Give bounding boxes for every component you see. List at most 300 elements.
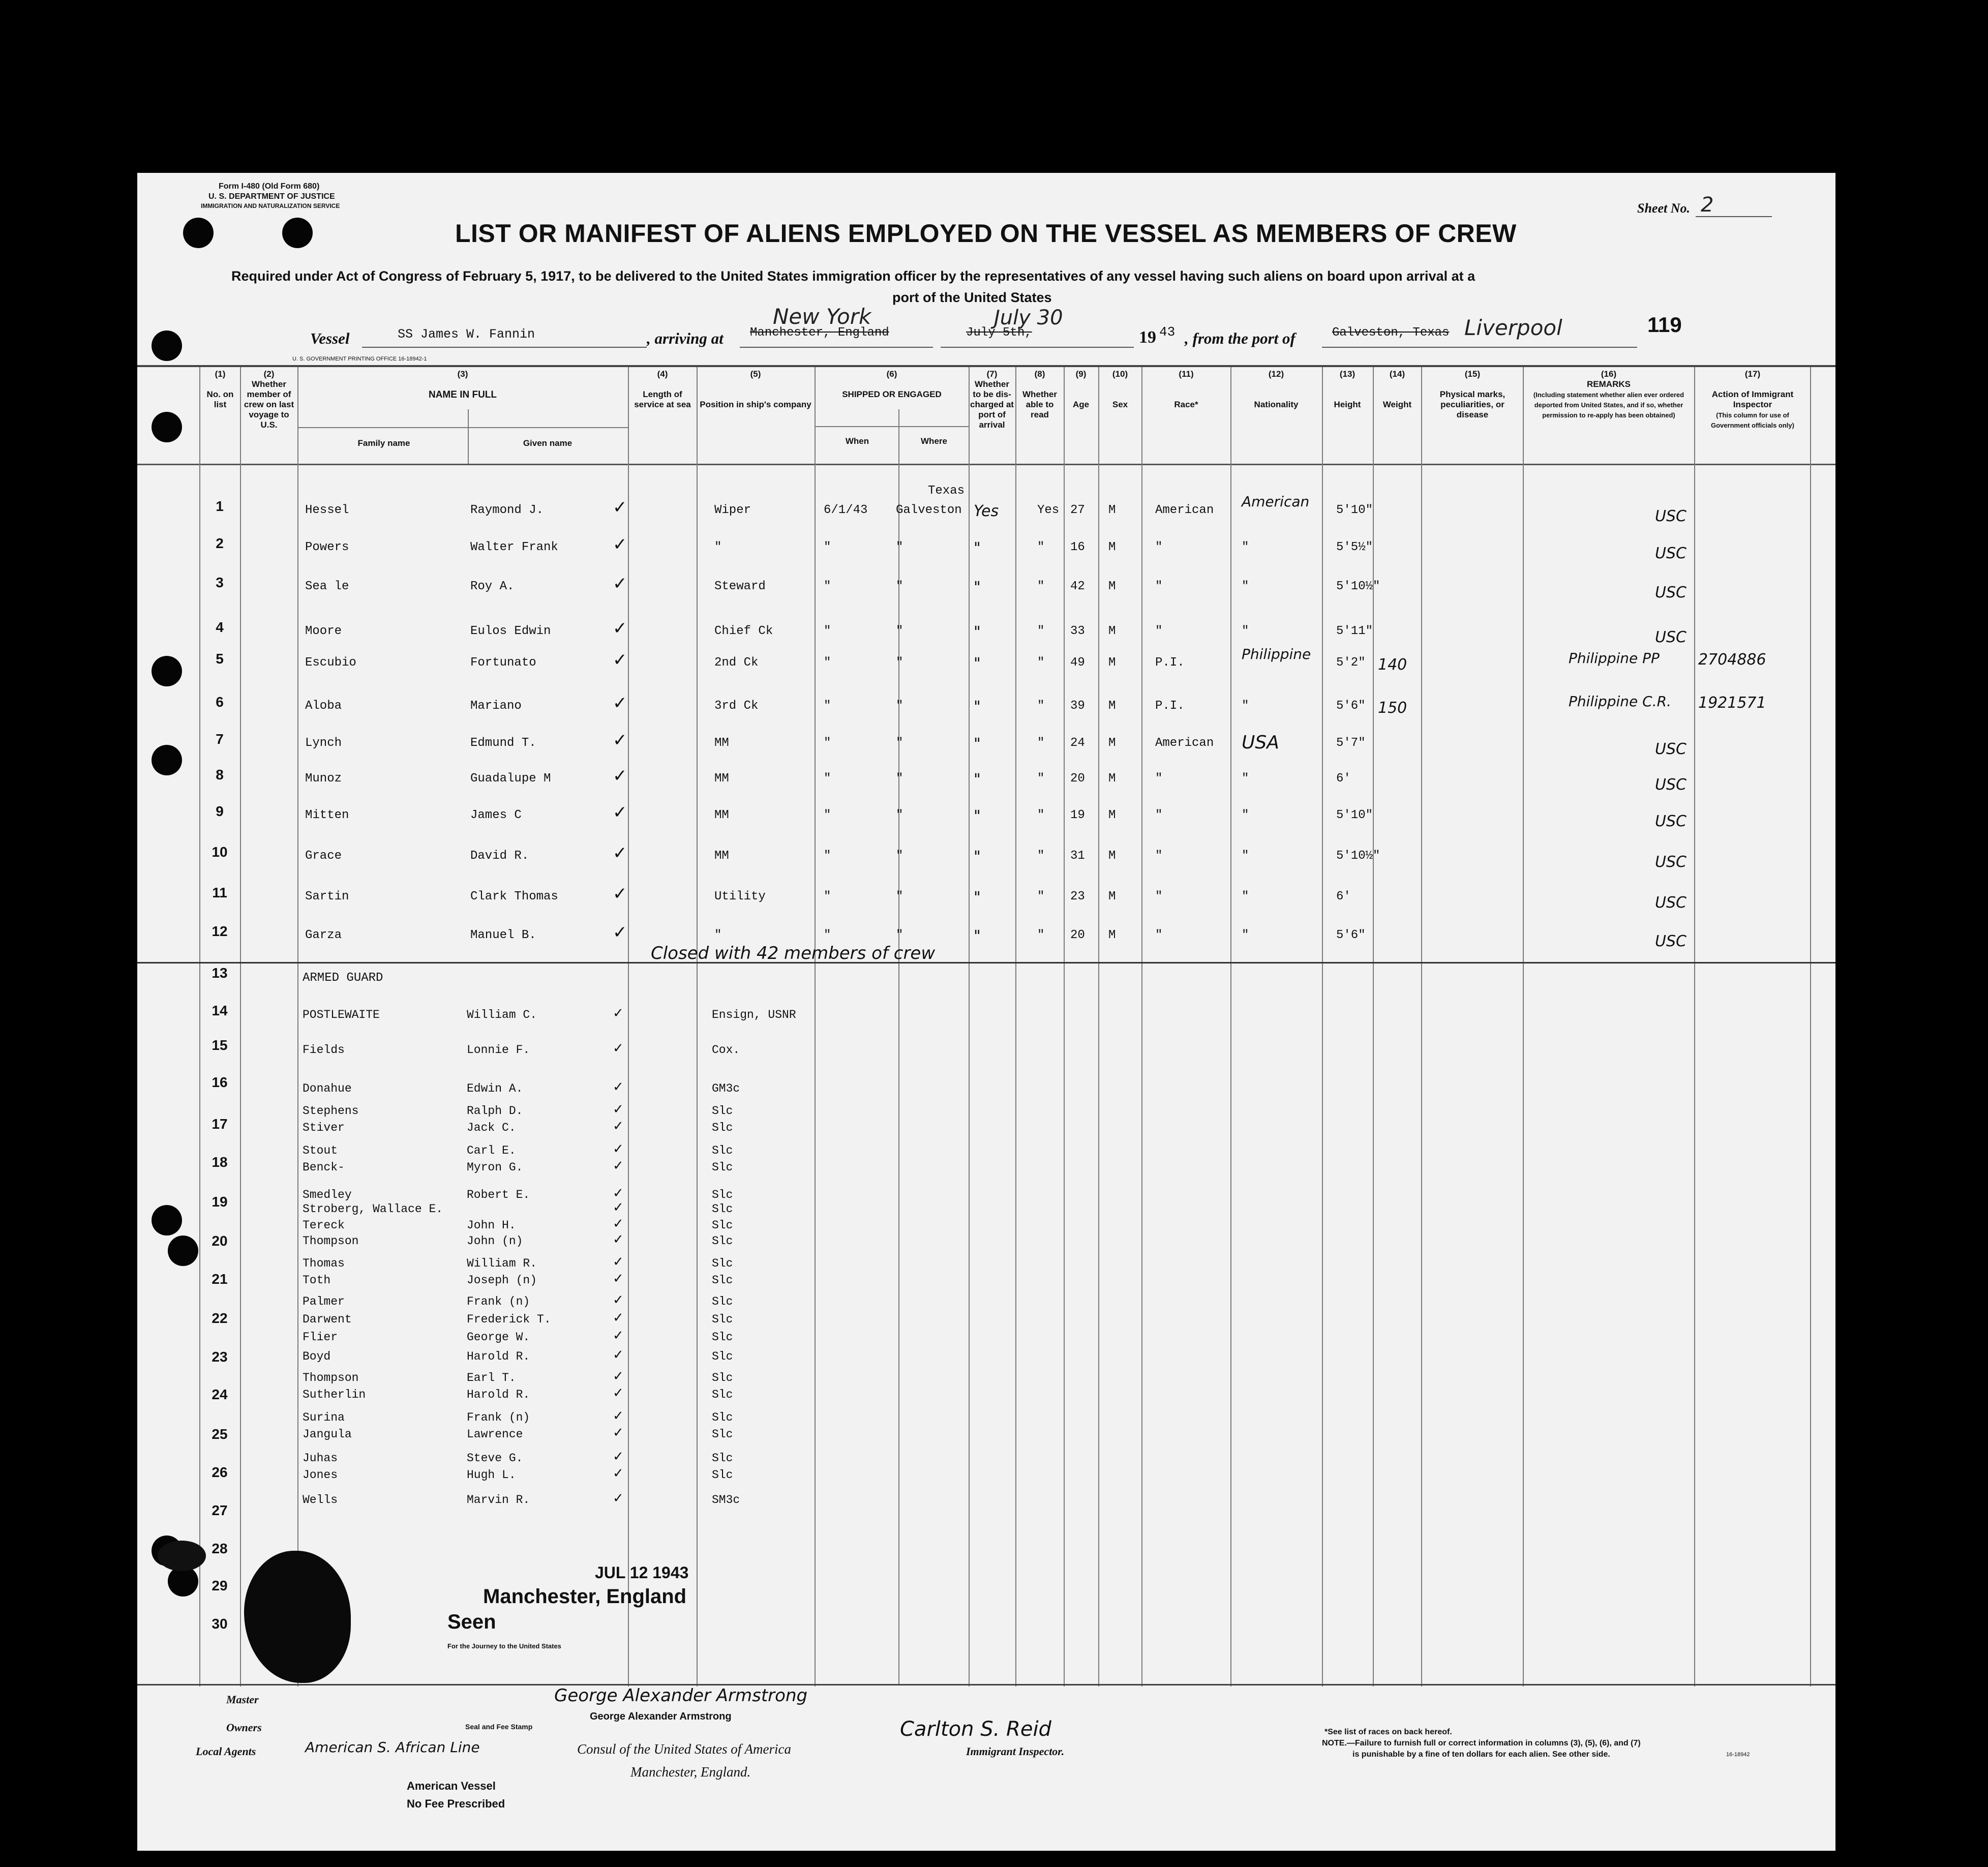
penalty-note-1: NOTE.—Failure to furnish full or correct information in columns (3), (5), (6), and (7) [1322, 1739, 1641, 1748]
consul-signature: George Alexander Armstrong [554, 1685, 808, 1706]
crew-able-to-read: " [1037, 540, 1045, 554]
armed-guard-position: Cox. [712, 1043, 740, 1057]
armed-guard-given: William C. [467, 1008, 537, 1021]
subtitle-line-1: Required under Act of Congress of February 5, 1917, to be delivered to the United States immigration officer by the representatives of any vessel having such aliens on board upon arrival at a [231, 268, 1475, 284]
armed-guard-family: Smedley [303, 1188, 352, 1201]
crew-row-number: 11 [212, 885, 227, 900]
crew-shipped-when: " [824, 736, 831, 750]
crew-service-check: ✓ [613, 766, 627, 786]
row-number: 27 [212, 1502, 228, 1518]
armed-guard-position: Slc [712, 1144, 733, 1157]
page-number: 119 [1647, 313, 1682, 337]
column-divider [297, 367, 298, 1687]
crew-row-number: 3 [216, 575, 224, 590]
armed-guard-check-icon: ✓ [613, 1491, 624, 1506]
crew-row-number: 12 [212, 923, 228, 939]
crew-family-name: Grace [305, 849, 342, 863]
punch-hole [168, 1236, 198, 1266]
crew-shipped-where: " [896, 772, 903, 786]
penalty-note-2: is punishable by a fine of ten dollars for each alien. See other side. [1352, 1750, 1610, 1759]
crew-inspector-action: USC [1655, 545, 1686, 562]
col-6-header: (6) SHIPPED OR ENGAGED [842, 369, 942, 400]
crew-given-name: Edmund T. [470, 736, 536, 750]
crew-discharged: " [974, 889, 981, 907]
armed-guard-given: Robert E. [467, 1188, 530, 1201]
armed-guard-check-icon: ✓ [613, 1006, 624, 1021]
crew-discharged: " [974, 698, 981, 716]
crew-height: 5'10" [1336, 503, 1373, 517]
crew-discharged: Yes [974, 502, 999, 520]
crew-given-name: James C [470, 808, 522, 822]
crew-given-name: Manuel B. [470, 928, 536, 942]
armed-guard-family: Fields [303, 1043, 345, 1057]
armed-guard-check-icon: ✓ [613, 1369, 624, 1384]
armed-guard-family: Thomas [303, 1257, 345, 1270]
column-divider [1694, 367, 1695, 1687]
armed-guard-position: Slc [712, 1411, 733, 1424]
no-fee-note: No Fee Prescribed [407, 1797, 505, 1810]
col-11-header: (11) Race* [1174, 369, 1198, 410]
arrival-date-handwritten: July 30 [994, 306, 1063, 329]
crew-able-to-read: " [1037, 580, 1045, 593]
crew-inspector-action: USC [1655, 853, 1686, 871]
crew-weight: 140 [1378, 656, 1407, 674]
armed-guard-check-icon: ✓ [613, 1408, 624, 1424]
crew-given-name: Guadalupe M [470, 772, 551, 786]
armed-guard-family: POSTLEWAITE [303, 1008, 380, 1021]
row-number: 23 [212, 1349, 228, 1365]
row-number: 21 [212, 1271, 228, 1287]
armed-guard-family: Sutherlin [303, 1388, 366, 1401]
armed-guard-position: SM3c [712, 1493, 740, 1507]
armed-guard-family: Stephens [303, 1104, 359, 1118]
crew-shipped-when: " [824, 540, 831, 554]
crew-inspector-action: USC [1655, 740, 1686, 758]
crew-able-to-read: " [1037, 736, 1045, 750]
armed-guard-check-icon: ✓ [613, 1292, 624, 1308]
crew-sex: M [1108, 580, 1116, 593]
armed-guard-family: Stroberg, Wallace E. [303, 1202, 443, 1216]
crew-able-to-read: " [1037, 849, 1045, 863]
armed-guard-check-icon: ✓ [613, 1158, 624, 1173]
crew-family-name: Garza [305, 928, 342, 942]
armed-guard-check-icon: ✓ [613, 1271, 624, 1286]
col-7-header: (7) Whether to be dis-charged at port of arrival [970, 369, 1014, 430]
local-agents-value: American S. African Line [305, 1739, 480, 1756]
crew-age: 49 [1070, 656, 1085, 670]
crew-nationality: Philippine [1242, 646, 1311, 663]
armed-guard-check-icon: ✓ [613, 1041, 624, 1056]
row-number: 17 [212, 1116, 228, 1132]
column-divider [1322, 367, 1323, 1687]
inspector-signature: Carlton S. Reid [900, 1718, 1051, 1741]
footer-border [137, 1684, 1835, 1685]
crew-service-check: ✓ [613, 802, 627, 823]
crew-discharged: " [974, 771, 981, 789]
armed-guard-given: Joseph (n) [467, 1274, 537, 1287]
crew-race: American [1155, 503, 1214, 517]
armed-guard-check-icon: ✓ [613, 1328, 624, 1343]
port-struck: Galveston, Texas [1332, 326, 1450, 340]
crew-discharged: " [974, 579, 981, 596]
armed-guard-family: Thompson [303, 1371, 359, 1384]
given-name-subheader: Given name [523, 438, 573, 448]
crew-shipped-when: " [824, 772, 831, 786]
crew-sex: M [1108, 808, 1116, 822]
column-divider [1064, 367, 1065, 1687]
crew-position: MM [714, 772, 729, 786]
armed-guard-check-icon: ✓ [613, 1119, 624, 1134]
crew-height: 5'6" [1336, 928, 1366, 942]
crew-shipped-where: " [896, 699, 903, 713]
crew-service-check: ✓ [613, 843, 627, 863]
crew-position: Utility [714, 890, 766, 904]
crew-race: " [1155, 772, 1163, 786]
crew-position: Wiper [714, 503, 751, 517]
crew-remarks: Philippine C.R. [1569, 693, 1671, 710]
col-1-header: (1) No. on list [206, 369, 234, 410]
col-16-header: (16) REMARKS (Including statement whether alien ever ordered deported from United States, and if so, whether permission to re-apply has been obtained) [1533, 369, 1684, 419]
crew-row-number: 6 [216, 694, 224, 710]
year-suffix: 43 [1159, 324, 1176, 340]
shipped-subdivider [898, 409, 899, 1685]
row-number: 19 [212, 1194, 228, 1210]
crew-shipped-when: " [824, 699, 831, 713]
column-divider [240, 367, 241, 1687]
armed-guard-given: Frank (n) [467, 1295, 530, 1308]
armed-guard-family: Darwent [303, 1313, 352, 1326]
armed-guard-family: Benck- [303, 1161, 345, 1174]
armed-guard-check-icon: ✓ [613, 1232, 624, 1247]
crew-inspector-action: 2704886 [1698, 651, 1766, 669]
crew-discharged: " [974, 655, 981, 673]
crew-sex: M [1108, 849, 1116, 863]
seal-blot [158, 1541, 206, 1571]
crew-race: " [1155, 849, 1163, 863]
stamp-date: JUL 12 1943 [595, 1563, 689, 1582]
armed-guard-given: John H. [467, 1219, 516, 1232]
armed-guard-given: Harold R. [467, 1388, 530, 1401]
crew-able-to-read: " [1037, 808, 1045, 822]
armed-guard-position: Slc [712, 1331, 733, 1344]
crew-family-name: Moore [305, 624, 342, 638]
armed-guard-position: Slc [712, 1202, 733, 1216]
family-name-subheader: Family name [357, 438, 410, 448]
closed-line [137, 962, 1835, 963]
punch-hole [152, 656, 182, 686]
armed-guard-given: John (n) [467, 1234, 523, 1248]
punch-hole [282, 218, 313, 248]
armed-guard-given: Jack C. [467, 1121, 516, 1134]
armed-guard-position: Slc [712, 1161, 733, 1174]
crew-shipped-where: " [896, 849, 903, 863]
crew-nationality: " [1242, 808, 1249, 822]
service-name: IMMIGRATION AND NATURALIZATION SERVICE [201, 202, 340, 209]
row-number: 13 [212, 965, 228, 981]
crew-service-check: ✓ [613, 534, 627, 555]
crew-nationality: " [1242, 699, 1249, 713]
armed-guard-given: Edwin A. [467, 1082, 523, 1095]
column-divider [1098, 367, 1099, 1687]
armed-guard-given: George W. [467, 1331, 530, 1344]
armed-guard-check-icon: ✓ [613, 1141, 624, 1157]
crew-row-number: 10 [212, 844, 228, 860]
column-divider [969, 367, 970, 1687]
crew-row-number: 1 [216, 498, 224, 514]
crew-able-to-read: " [1037, 699, 1045, 713]
american-vessel-note: American Vessel [407, 1780, 496, 1792]
armed-guard-position: Slc [712, 1350, 733, 1363]
sheet-number: 2 [1701, 193, 1714, 217]
crew-sex: M [1108, 624, 1116, 638]
crew-inspector-action: 1921571 [1698, 694, 1766, 712]
crew-able-to-read: Yes [1037, 503, 1060, 517]
crew-family-name: Mitten [305, 808, 349, 822]
armed-guard-position: Slc [712, 1371, 733, 1384]
col-5-header: (5) Position in ship's company [700, 369, 811, 410]
crew-shipped-when: " [824, 624, 831, 638]
armed-guard-given: Harold R. [467, 1350, 530, 1363]
armed-guard-position: Slc [712, 1121, 733, 1134]
crew-nationality: " [1242, 890, 1249, 904]
armed-guard-position: Slc [712, 1313, 733, 1326]
armed-guard-given: Lonnie F. [467, 1043, 530, 1057]
crew-able-to-read: " [1037, 928, 1045, 942]
crew-given-name: Clark Thomas [470, 890, 558, 904]
crew-shipped-where: " [896, 656, 903, 670]
armed-guard-check-icon: ✓ [613, 1449, 624, 1464]
armed-guard-check-icon: ✓ [613, 1254, 624, 1270]
armed-guard-family: Flier [303, 1331, 338, 1344]
consul-name: George Alexander Armstrong [590, 1711, 732, 1722]
crew-service-check: ✓ [613, 618, 627, 639]
armed-guard-given: Earl T. [467, 1371, 516, 1384]
crew-nationality: " [1242, 928, 1249, 942]
crew-weight: 150 [1378, 699, 1407, 717]
crew-race: " [1155, 808, 1163, 822]
local-agents-label: Local Agents [196, 1745, 256, 1758]
col-12-header: (12) Nationality [1254, 369, 1299, 410]
crew-height: 6' [1336, 890, 1351, 904]
crew-service-check: ✓ [613, 884, 627, 904]
armed-guard-given: Carl E. [467, 1144, 516, 1157]
column-divider [1523, 367, 1524, 1687]
crew-position: " [714, 928, 722, 942]
armed-guard-position: Ensign, USNR [712, 1008, 796, 1021]
armed-guard-family: Stiver [303, 1121, 345, 1134]
crew-nationality: " [1242, 624, 1249, 638]
crew-height: 5'10" [1336, 808, 1373, 822]
armed-guard-given: Steve G. [467, 1452, 523, 1465]
row-number: 29 [212, 1578, 228, 1593]
armed-guard-family: Toth [303, 1274, 331, 1287]
crew-shipped-where: " [896, 580, 903, 593]
row-number: 22 [212, 1310, 228, 1326]
crew-service-check: ✓ [613, 693, 627, 713]
armed-guard-check-icon: ✓ [613, 1102, 624, 1117]
crew-inspector-action: USC [1655, 628, 1686, 646]
closed-note: Closed with 42 members of crew [651, 943, 936, 963]
armed-guard-position: Slc [712, 1104, 733, 1118]
crew-age: 27 [1070, 503, 1085, 517]
armed-guard-check-icon: ✓ [613, 1200, 624, 1215]
name-subdivider [468, 409, 469, 464]
column-divider [1141, 367, 1142, 1687]
crew-shipped-where: " [896, 540, 903, 554]
crew-shipped-when: " [824, 928, 831, 942]
shipped-header-divider [815, 426, 969, 427]
arriving-port-struck: Manchester, England [750, 326, 889, 340]
armed-guard-check-icon: ✓ [613, 1347, 624, 1363]
arriving-port-handwritten: New York [773, 304, 871, 329]
owners-label: Owners [226, 1721, 262, 1734]
stamp-small-text: For the Journey to the United States [447, 1642, 561, 1650]
sheet-number-line [1696, 216, 1772, 217]
date-underline [941, 347, 1134, 348]
armed-guard-family: Tereck [303, 1219, 345, 1232]
column-divider [199, 367, 200, 1687]
armed-guard-family: Juhas [303, 1452, 338, 1465]
crew-age: 24 [1070, 736, 1085, 750]
crew-family-name: Hessel [305, 503, 349, 517]
row-number: 28 [212, 1541, 228, 1556]
crew-age: 39 [1070, 699, 1085, 713]
col-9-header: (9) Age [1072, 369, 1090, 410]
crew-position: MM [714, 736, 729, 750]
table-top-border [137, 365, 1835, 367]
page-title: LIST OR MANIFEST OF ALIENS EMPLOYED ON THE VESSEL AS MEMBERS OF CREW [455, 219, 1517, 248]
armed-guard-check-icon: ✓ [613, 1079, 624, 1095]
crew-age: 16 [1070, 540, 1085, 554]
crew-row-number: 8 [216, 767, 224, 782]
crew-race: P.I. [1155, 656, 1185, 670]
crew-height: 5'7" [1336, 736, 1366, 750]
crew-position: " [714, 540, 722, 554]
crew-shipped-when: " [824, 808, 831, 822]
crew-given-name: Fortunato [470, 656, 536, 670]
armed-guard-family: Donahue [303, 1082, 352, 1095]
col-14-header: (14) Weight [1382, 369, 1412, 410]
sheet-label: Sheet No. [1637, 201, 1690, 216]
crew-discharged: " [974, 927, 981, 945]
armed-guard-check-icon: ✓ [613, 1310, 624, 1326]
crew-row-number: 4 [216, 619, 224, 635]
column-divider [697, 367, 698, 1687]
crew-height: 6' [1336, 772, 1351, 786]
column-divider [1373, 367, 1374, 1687]
armed-guard-position: GM3c [712, 1082, 740, 1095]
armed-guard-family: Jangula [303, 1428, 352, 1441]
armed-guard-position: Slc [712, 1388, 733, 1401]
crew-family-name: Munoz [305, 772, 342, 786]
column-divider [1015, 367, 1016, 1687]
where-subheader: Where [921, 436, 947, 446]
armed-guard-check-icon: ✓ [613, 1216, 624, 1231]
crew-sex: M [1108, 928, 1116, 942]
crew-height: 5'2" [1336, 656, 1366, 670]
crew-family-name: Aloba [305, 699, 342, 713]
crew-service-check: ✓ [613, 922, 627, 943]
from-port-label: , from the port of [1185, 329, 1296, 347]
crew-shipped-when: " [824, 849, 831, 863]
crew-given-name: Walter Frank [470, 540, 558, 554]
armed-guard-position: Slc [712, 1452, 733, 1465]
crew-sex: M [1108, 540, 1116, 554]
crew-family-name: Lynch [305, 736, 342, 750]
col-13-header: (13) Height [1334, 369, 1361, 410]
crew-shipped-where: " [896, 808, 903, 822]
armed-guard-given: Myron G. [467, 1161, 523, 1174]
armed-guard-given: Frank (n) [467, 1411, 530, 1424]
armed-guard-position: Slc [712, 1188, 733, 1201]
armed-guard-family: Boyd [303, 1350, 331, 1363]
crew-given-name: David R. [470, 849, 529, 863]
crew-height: 5'6" [1336, 699, 1366, 713]
crew-nationality: " [1242, 849, 1249, 863]
subtitle-line-2: port of the United States [892, 290, 1052, 305]
crew-able-to-read: " [1037, 624, 1045, 638]
department-name: U. S. DEPARTMENT OF JUSTICE [208, 192, 335, 201]
col-2-header: (2) Whether member of crew on last voyage to U.S. [244, 369, 294, 430]
crew-shipped-when: " [824, 890, 831, 904]
row-number: 26 [212, 1464, 228, 1480]
form-number: Form I-480 (Old Form 680) [219, 182, 320, 191]
armed-guard-position: Slc [712, 1428, 733, 1441]
row-number: 18 [212, 1154, 228, 1170]
crew-race: " [1155, 928, 1163, 942]
crew-service-check: ✓ [613, 497, 627, 518]
crew-nationality: USA [1242, 732, 1279, 753]
armed-guard-given: Frederick T. [467, 1313, 551, 1326]
crew-age: 20 [1070, 928, 1085, 942]
form-code: 16-18942 [1726, 1752, 1750, 1758]
col-3-header: (3) NAME IN FULL [428, 369, 497, 401]
port-handwritten: Liverpool [1464, 315, 1562, 340]
armed-guard-given: William R. [467, 1257, 537, 1270]
crew-height: 5'10½" [1336, 580, 1380, 593]
consul-city: Manchester, England. [630, 1764, 751, 1780]
stamp-seen: Seen [447, 1611, 496, 1633]
crew-sex: M [1108, 656, 1116, 670]
punch-hole [152, 1205, 182, 1236]
name-header-divider [297, 427, 628, 428]
crew-age: 19 [1070, 808, 1085, 822]
crew-shipped-when: 6/1/43 [824, 503, 868, 517]
crew-race: P.I. [1155, 699, 1185, 713]
armed-guard-family: Wells [303, 1493, 338, 1507]
col-10-header: (10) Sex [1112, 369, 1128, 410]
crew-able-to-read: " [1037, 656, 1045, 670]
column-divider [1421, 367, 1422, 1687]
crew-height: 5'11" [1336, 624, 1373, 638]
crew-row-number: 5 [216, 651, 224, 667]
crew-discharged: " [974, 848, 981, 866]
row-number: 15 [212, 1037, 228, 1053]
crew-sex: M [1108, 736, 1116, 750]
crew-able-to-read: " [1037, 890, 1045, 904]
crew-discharged: " [974, 807, 981, 825]
crew-age: 23 [1070, 890, 1085, 904]
crew-family-name: Sea le [305, 580, 349, 593]
inspector-label: Immigrant Inspector. [966, 1745, 1065, 1758]
vessel-name: SS James W. Fannin [398, 327, 535, 342]
row-number: 16 [212, 1074, 228, 1090]
crew-sex: M [1108, 699, 1116, 713]
crew-inspector-action: USC [1655, 932, 1686, 950]
crew-family-name: Sartin [305, 890, 349, 904]
armed-guard-given: Hugh L. [467, 1468, 516, 1482]
armed-guard-given: Marvin R. [467, 1493, 530, 1507]
